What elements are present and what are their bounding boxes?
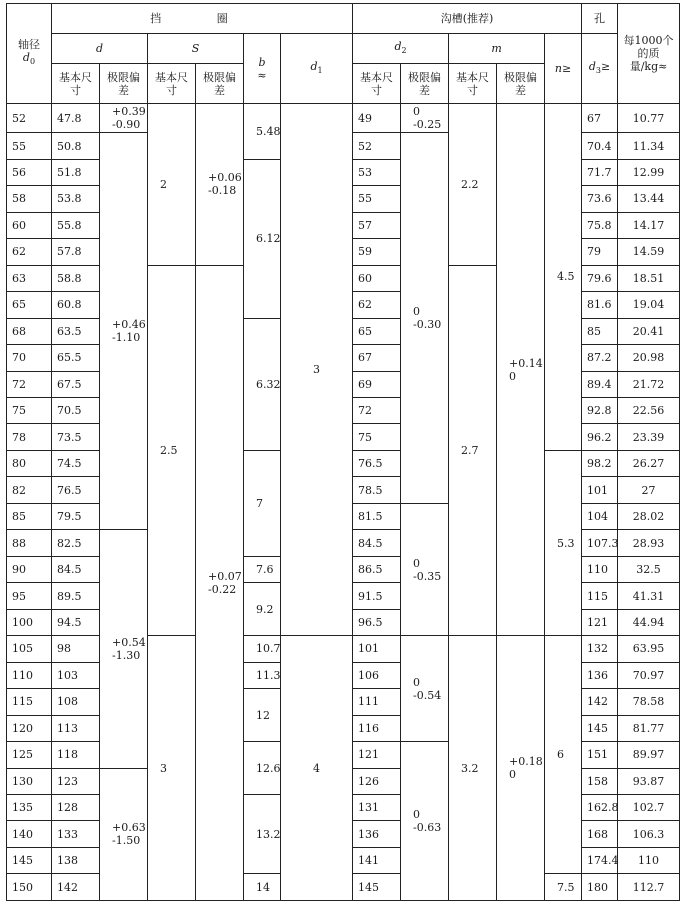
- header-m-limit: 极限偏差: [497, 64, 545, 104]
- groove-d2-basic-cell: 72: [353, 397, 401, 423]
- shaft-diameter-cell: 60: [7, 212, 52, 238]
- groove-d2-basic-cell: 86.5: [353, 556, 401, 582]
- shaft-diameter-cell: 56: [7, 159, 52, 185]
- ring-d-basic-cell: 89.5: [52, 583, 100, 609]
- groove-d2-basic-cell: 106: [353, 662, 401, 688]
- header-retaining-ring: 挡 圈: [52, 4, 353, 34]
- ring-b-cell: 7: [244, 450, 281, 556]
- groove-d2-basic-cell: 121: [353, 742, 401, 768]
- groove-m-tolerance-cell: +0.18 0: [497, 636, 545, 901]
- shaft-diameter-cell: 120: [7, 715, 52, 741]
- hole-d3-cell: 115: [582, 583, 618, 609]
- shaft-diameter-cell: 55: [7, 133, 52, 159]
- ring-d-basic-cell: 70.5: [52, 397, 100, 423]
- shaft-diameter-cell: 85: [7, 503, 52, 529]
- header-d3: $d_3\ge$: [582, 34, 618, 104]
- hole-d3-cell: 92.8: [582, 397, 618, 423]
- shaft-diameter-cell: 62: [7, 239, 52, 265]
- ring-d-tolerance-cell: +0.63 -1.50: [100, 768, 148, 900]
- ring-b-cell: 9.2: [244, 583, 281, 636]
- groove-d2-basic-cell: 145: [353, 874, 401, 901]
- shaft-diameter-cell: 80: [7, 450, 52, 476]
- ring-d1-cell: 3: [281, 104, 353, 636]
- hole-d3-cell: 136: [582, 662, 618, 688]
- groove-d2-tolerance-cell: 0 -0.25: [401, 104, 449, 133]
- mass-cell: 102.7: [618, 795, 680, 821]
- mass-cell: 19.04: [618, 292, 680, 318]
- hole-d3-cell: 79.6: [582, 265, 618, 291]
- hole-d3-cell: 101: [582, 477, 618, 503]
- ring-d-basic-cell: 53.8: [52, 186, 100, 212]
- ring-s-basic-cell: 3: [148, 636, 196, 901]
- ring-d-basic-cell: 118: [52, 742, 100, 768]
- ring-b-cell: 6.12: [244, 159, 281, 318]
- groove-d2-basic-cell: 136: [353, 821, 401, 847]
- ring-d-basic-cell: 84.5: [52, 556, 100, 582]
- groove-d2-basic-cell: 69: [353, 371, 401, 397]
- ring-d-basic-cell: 73.5: [52, 424, 100, 450]
- ring-d-basic-cell: 65.5: [52, 345, 100, 371]
- groove-d2-basic-cell: 55: [353, 186, 401, 212]
- shaft-diameter-cell: 63: [7, 265, 52, 291]
- shaft-diameter-cell: 70: [7, 345, 52, 371]
- ring-b-cell: 12: [244, 689, 281, 742]
- groove-d2-basic-cell: 78.5: [353, 477, 401, 503]
- mass-cell: 27: [618, 477, 680, 503]
- ring-d-basic-cell: 128: [52, 795, 100, 821]
- ring-d-basic-cell: 123: [52, 768, 100, 794]
- ring-d-basic-cell: 142: [52, 874, 100, 901]
- shaft-diameter-cell: 58: [7, 186, 52, 212]
- header-m-basic: 基本尺寸: [449, 64, 497, 104]
- mass-cell: 32.5: [618, 556, 680, 582]
- hole-d3-cell: 174.4: [582, 847, 618, 873]
- retaining-ring-spec-table: [6, 3, 680, 901]
- hole-d3-cell: 67: [582, 104, 618, 133]
- ring-d-basic-cell: 79.5: [52, 503, 100, 529]
- groove-d2-basic-cell: 53: [353, 159, 401, 185]
- header-groove: 沟槽(推荐): [353, 4, 582, 34]
- mass-cell: 13.44: [618, 186, 680, 212]
- ring-d-basic-cell: 67.5: [52, 371, 100, 397]
- ring-d-basic-cell: 133: [52, 821, 100, 847]
- groove-n-cell: 5.3: [545, 450, 582, 635]
- ring-d-basic-cell: 103: [52, 662, 100, 688]
- header-b: b ≈: [244, 34, 281, 104]
- groove-d2-tolerance-cell: 0 -0.30: [401, 133, 449, 504]
- hole-d3-cell: 81.6: [582, 292, 618, 318]
- hole-d3-cell: 73.6: [582, 186, 618, 212]
- hole-d3-cell: 87.2: [582, 345, 618, 371]
- table-row: [7, 104, 680, 133]
- mass-cell: 28.02: [618, 503, 680, 529]
- hole-d3-cell: 145: [582, 715, 618, 741]
- groove-d2-basic-cell: 62: [353, 292, 401, 318]
- groove-d2-basic-cell: 126: [353, 768, 401, 794]
- hole-d3-cell: 71.7: [582, 159, 618, 185]
- groove-m-basic-cell: 3.2: [449, 636, 497, 901]
- ring-s-tolerance-cell: +0.06 -0.18: [196, 104, 244, 266]
- groove-d2-basic-cell: 101: [353, 636, 401, 662]
- mass-cell: 112.7: [618, 874, 680, 901]
- hole-d3-cell: 132: [582, 636, 618, 662]
- ring-s-basic-cell: 2: [148, 104, 196, 266]
- shaft-diameter-cell: 65: [7, 292, 52, 318]
- groove-d2-basic-cell: 65: [353, 318, 401, 344]
- mass-cell: 18.51: [618, 265, 680, 291]
- table-body: [7, 104, 680, 901]
- ring-d-basic-cell: 82.5: [52, 530, 100, 556]
- mass-cell: 22.56: [618, 397, 680, 423]
- mass-cell: 70.97: [618, 662, 680, 688]
- ring-d-basic-cell: 58.8: [52, 265, 100, 291]
- shaft-diameter-cell: 105: [7, 636, 52, 662]
- ring-d-basic-cell: 76.5: [52, 477, 100, 503]
- hole-d3-cell: 180: [582, 874, 618, 901]
- ring-b-cell: 7.6: [244, 556, 281, 582]
- shaft-diameter-cell: 52: [7, 104, 52, 133]
- shaft-diameter-cell: 78: [7, 424, 52, 450]
- header-d: d: [52, 34, 148, 64]
- mass-cell: 93.87: [618, 768, 680, 794]
- ring-b-cell: 13.2: [244, 795, 281, 874]
- groove-d2-basic-cell: 91.5: [353, 583, 401, 609]
- ring-d-basic-cell: 108: [52, 689, 100, 715]
- ring-d-basic-cell: 63.5: [52, 318, 100, 344]
- header-d-basic: 基本尺寸: [52, 64, 100, 104]
- groove-d2-tolerance-cell: 0 -0.35: [401, 503, 449, 635]
- ring-d-basic-cell: 50.8: [52, 133, 100, 159]
- mass-cell: 20.41: [618, 318, 680, 344]
- shaft-diameter-cell: 150: [7, 874, 52, 901]
- ring-d-basic-cell: 113: [52, 715, 100, 741]
- groove-d2-basic-cell: 81.5: [353, 503, 401, 529]
- hole-d3-cell: 98.2: [582, 450, 618, 476]
- shaft-diameter-cell: 125: [7, 742, 52, 768]
- ring-d1-cell: 4: [281, 636, 353, 901]
- groove-d2-basic-cell: 96.5: [353, 609, 401, 635]
- header-mass: 每1000个的质量/kg≈: [618, 4, 680, 104]
- shaft-diameter-cell: 72: [7, 371, 52, 397]
- mass-cell: 106.3: [618, 821, 680, 847]
- groove-n-cell: 4.5: [545, 104, 582, 451]
- shaft-diameter-cell: 95: [7, 583, 52, 609]
- groove-d2-basic-cell: 116: [353, 715, 401, 741]
- ring-d-tolerance-cell: +0.46 -1.10: [100, 133, 148, 530]
- shaft-diameter-cell: 82: [7, 477, 52, 503]
- hole-d3-cell: 121: [582, 609, 618, 635]
- hole-d3-cell: 79: [582, 239, 618, 265]
- shaft-diameter-cell: 135: [7, 795, 52, 821]
- header-d2-limit: 极限偏差: [401, 64, 449, 104]
- ring-d-basic-cell: 47.8: [52, 104, 100, 133]
- header-d-limit: 极限偏差: [100, 64, 148, 104]
- ring-d-basic-cell: 51.8: [52, 159, 100, 185]
- mass-cell: 21.72: [618, 371, 680, 397]
- header-shaft-d0: 轴径 $d_0$: [7, 4, 52, 104]
- ring-d-basic-cell: 94.5: [52, 609, 100, 635]
- ring-b-cell: 10.7: [244, 636, 281, 662]
- hole-d3-cell: 142: [582, 689, 618, 715]
- ring-b-cell: 12.6: [244, 742, 281, 795]
- shaft-diameter-cell: 115: [7, 689, 52, 715]
- groove-d2-basic-cell: 111: [353, 689, 401, 715]
- mass-cell: 10.77: [618, 104, 680, 133]
- mass-cell: 23.39: [618, 424, 680, 450]
- ring-b-cell: 5.48: [244, 104, 281, 160]
- groove-d2-basic-cell: 59: [353, 239, 401, 265]
- ring-d-tolerance-cell: +0.54 -1.30: [100, 530, 148, 768]
- shaft-diameter-cell: 110: [7, 662, 52, 688]
- mass-cell: 26.27: [618, 450, 680, 476]
- hole-d3-cell: 89.4: [582, 371, 618, 397]
- header-s-limit: 极限偏差: [196, 64, 244, 104]
- mass-cell: 63.95: [618, 636, 680, 662]
- hole-d3-cell: 151: [582, 742, 618, 768]
- mass-cell: 14.17: [618, 212, 680, 238]
- ring-d-basic-cell: 60.8: [52, 292, 100, 318]
- groove-m-tolerance-cell: +0.14 0: [497, 104, 545, 636]
- groove-n-cell: 7.5: [545, 874, 582, 901]
- ring-b-cell: 6.32: [244, 318, 281, 450]
- hole-d3-cell: 85: [582, 318, 618, 344]
- hole-d3-cell: 162.8: [582, 795, 618, 821]
- mass-cell: 14.59: [618, 239, 680, 265]
- mass-cell: 44.94: [618, 609, 680, 635]
- mass-cell: 11.34: [618, 133, 680, 159]
- ring-d-basic-cell: 98: [52, 636, 100, 662]
- hole-d3-cell: 104: [582, 503, 618, 529]
- groove-d2-basic-cell: 67: [353, 345, 401, 371]
- shaft-diameter-cell: 68: [7, 318, 52, 344]
- mass-cell: 81.77: [618, 715, 680, 741]
- ring-d-basic-cell: 138: [52, 847, 100, 873]
- hole-d3-cell: 70.4: [582, 133, 618, 159]
- mass-cell: 110: [618, 847, 680, 873]
- header-hole: 孔: [582, 4, 618, 34]
- shaft-diameter-cell: 100: [7, 609, 52, 635]
- ring-d-basic-cell: 74.5: [52, 450, 100, 476]
- ring-s-tolerance-cell: +0.07 -0.22: [196, 265, 244, 900]
- header-s-basic: 基本尺寸: [148, 64, 196, 104]
- groove-d2-basic-cell: 131: [353, 795, 401, 821]
- ring-b-cell: 14: [244, 874, 281, 901]
- groove-d2-basic-cell: 49: [353, 104, 401, 133]
- header-d2-basic: 基本尺寸: [353, 64, 401, 104]
- shaft-diameter-cell: 88: [7, 530, 52, 556]
- groove-d2-basic-cell: 84.5: [353, 530, 401, 556]
- mass-cell: 28.93: [618, 530, 680, 556]
- header-n: n≥: [545, 34, 582, 104]
- groove-d2-basic-cell: 76.5: [353, 450, 401, 476]
- mass-cell: 89.97: [618, 742, 680, 768]
- ring-b-cell: 11.3: [244, 662, 281, 688]
- hole-d3-cell: 110: [582, 556, 618, 582]
- groove-d2-tolerance-cell: 0 -0.63: [401, 742, 449, 901]
- ring-d-basic-cell: 57.8: [52, 239, 100, 265]
- mass-cell: 78.58: [618, 689, 680, 715]
- header-m: m: [449, 34, 545, 64]
- hole-d3-cell: 107.3: [582, 530, 618, 556]
- mass-cell: 20.98: [618, 345, 680, 371]
- shaft-diameter-cell: 140: [7, 821, 52, 847]
- ring-d-basic-cell: 55.8: [52, 212, 100, 238]
- groove-d2-basic-cell: 141: [353, 847, 401, 873]
- hole-d3-cell: 75.8: [582, 212, 618, 238]
- shaft-diameter-cell: 145: [7, 847, 52, 873]
- groove-m-basic-cell: 2.2: [449, 104, 497, 266]
- groove-d2-basic-cell: 52: [353, 133, 401, 159]
- hole-d3-cell: 168: [582, 821, 618, 847]
- header-s: S: [148, 34, 244, 64]
- shaft-diameter-cell: 90: [7, 556, 52, 582]
- shaft-diameter-cell: 75: [7, 397, 52, 423]
- groove-d2-tolerance-cell: 0 -0.54: [401, 636, 449, 742]
- groove-d2-basic-cell: 57: [353, 212, 401, 238]
- hole-d3-cell: 96.2: [582, 424, 618, 450]
- groove-m-basic-cell: 2.7: [449, 265, 497, 636]
- ring-d-tolerance-cell: +0.39 -0.90: [100, 104, 148, 133]
- hole-d3-cell: 158: [582, 768, 618, 794]
- groove-d2-basic-cell: 60: [353, 265, 401, 291]
- shaft-diameter-cell: 130: [7, 768, 52, 794]
- groove-n-cell: 6: [545, 636, 582, 874]
- mass-cell: 12.99: [618, 159, 680, 185]
- header-d1: $d_1$: [281, 34, 353, 104]
- header-d2: $d_2$: [353, 34, 449, 64]
- ring-s-basic-cell: 2.5: [148, 265, 196, 636]
- mass-cell: 41.31: [618, 583, 680, 609]
- groove-d2-basic-cell: 75: [353, 424, 401, 450]
